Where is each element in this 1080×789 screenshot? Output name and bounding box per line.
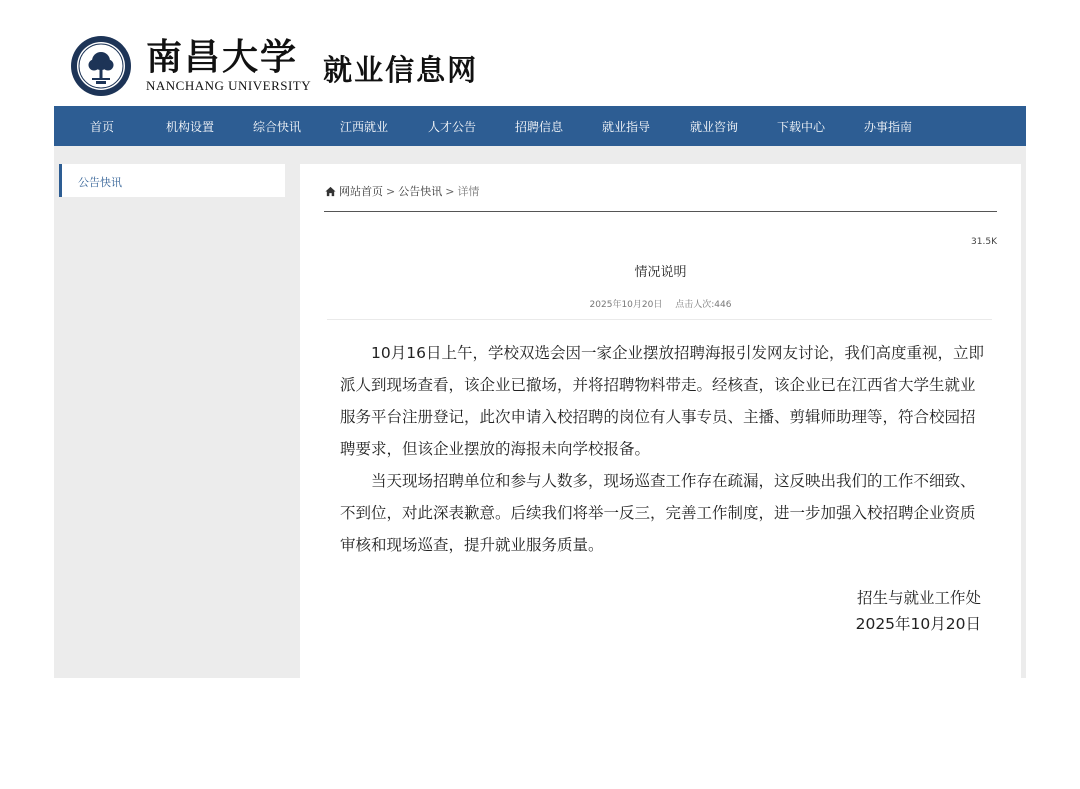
breadcrumb-divider — [324, 211, 997, 212]
article-paragraph: 10月16日上午，学校双选会因一家企业摆放招聘海报引发网友讨论，我们高度重视，立即派人到现场查看，该企业已撤场，并将招聘物料带走。经核查，该企业已在江西省大学生就业服务平台注册登记，此次申请入校招聘的岗位有人事专员、主播、剪辑师助理等，符合校园招聘要求，但该企业摆放的海报未向学校报备。 — [340, 344, 984, 458]
breadcrumb-separator: > — [445, 184, 455, 198]
page-size-tag: 31.5K — [971, 237, 997, 247]
article-view-count: 点击人次:446 — [675, 300, 732, 310]
article-panel — [300, 164, 1021, 678]
home-icon — [325, 186, 336, 197]
article-body — [340, 337, 985, 561]
signature-date: 2025年10月20日 — [855, 615, 981, 633]
article-date: 2025年10月20日 — [589, 300, 663, 310]
article-meta — [300, 297, 1021, 310]
nav-item-career-guidance[interactable]: 就业指导 — [602, 119, 651, 134]
site-name: 就业信息网 — [323, 52, 479, 87]
sidebar — [59, 164, 285, 197]
breadcrumb — [325, 183, 479, 199]
article-title: 情况说明 — [634, 265, 687, 280]
article-signature — [856, 585, 981, 637]
signature-org: 招生与就业工作处 — [856, 589, 981, 607]
nav-item-organization[interactable]: 机构设置 — [166, 119, 215, 134]
university-seal-icon[interactable] — [70, 35, 132, 97]
nav-item-downloads[interactable]: 下载中心 — [777, 119, 826, 134]
university-name-cn: 南昌大学 — [146, 36, 299, 78]
breadcrumb-separator: > — [386, 184, 396, 198]
nav-item-service-guide[interactable]: 办事指南 — [864, 119, 913, 134]
university-name-en: NANCHANG UNIVERSITY — [146, 78, 312, 93]
nav-item-talent-notices[interactable]: 人才公告 — [428, 119, 477, 134]
nav-item-career-consulting[interactable]: 就业咨询 — [690, 119, 739, 134]
breadcrumb-current: 详情 — [457, 185, 480, 198]
sidebar-item-announcements[interactable]: 公告快讯 — [78, 176, 122, 189]
nav-item-home[interactable]: 首页 — [90, 119, 115, 134]
article-paragraph: 当天现场招聘单位和参与人数多，现场巡查工作存在疏漏，这反映出我们的工作不细致、不到位，对此深表歉意。后续我们将举一反三，完善工作制度，进一步加强入校招聘企业资质审核和现场巡查，提升就业服务质量。 — [340, 472, 976, 554]
main-nav — [54, 106, 1026, 146]
nav-item-recruitment-info[interactable]: 招聘信息 — [515, 119, 564, 134]
nav-item-jiangxi-employment[interactable]: 江西就业 — [340, 119, 389, 134]
breadcrumb-home-link[interactable]: 网站首页 — [339, 185, 383, 198]
site-header — [70, 34, 478, 98]
breadcrumb-section-link[interactable]: 公告快讯 — [398, 185, 443, 198]
meta-divider — [327, 319, 992, 320]
nav-item-general-news[interactable]: 综合快讯 — [253, 119, 302, 134]
university-logo[interactable] — [146, 38, 311, 94]
